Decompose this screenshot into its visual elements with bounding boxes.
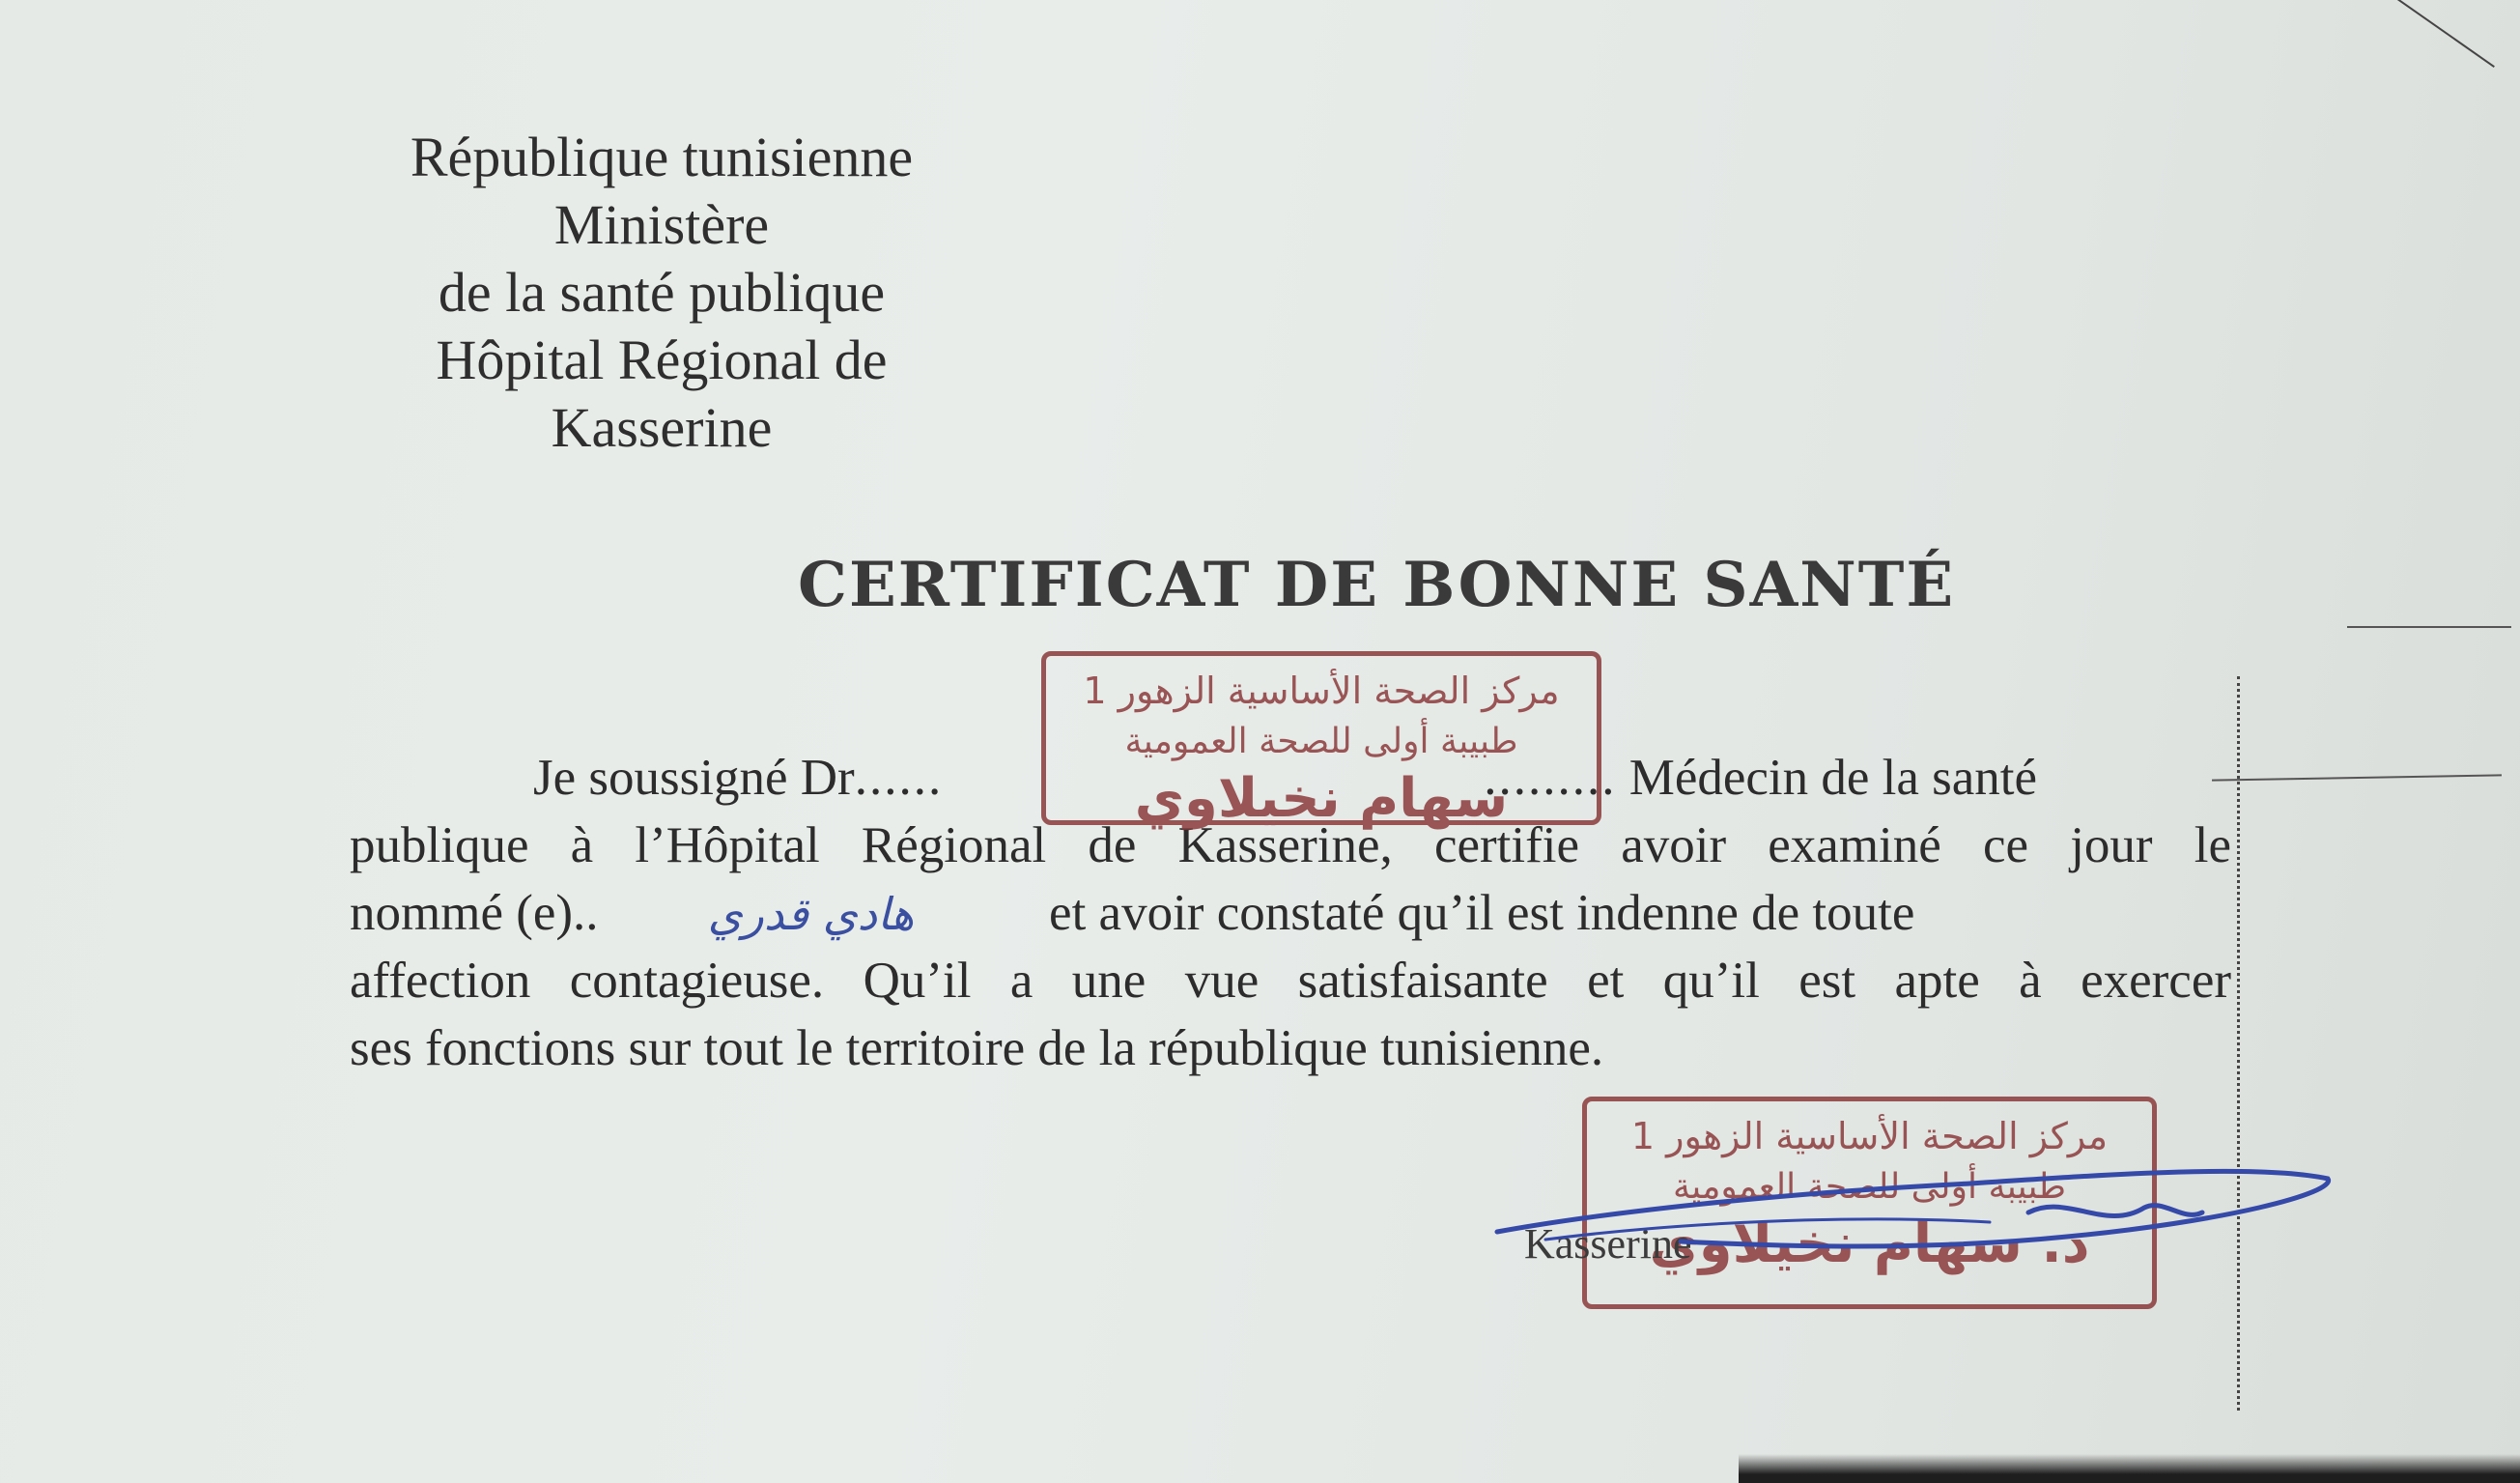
letterhead-line: Hôpital Régional de [436, 328, 888, 391]
letterhead-line: République tunisienne [410, 126, 914, 188]
body-text-segment: Médecin de la santé [1628, 750, 2038, 806]
margin-dotted-line [2237, 676, 2240, 1411]
fill-dots: ...... [854, 750, 944, 806]
handwritten-signature [1487, 1155, 2337, 1270]
body-text-segment: et avoir constaté qu’il est indenne de toute [1049, 885, 1915, 941]
document-title: CERTIFICAT DE BONNE SANTÉ [798, 549, 1956, 621]
edge-rule [2347, 626, 2511, 628]
signature-place: Kasserine [1524, 1220, 1692, 1268]
stamp-doctor-name: سهام نخيلاوي [1134, 767, 1509, 830]
stamp-line: مركز الصحة الأساسية الزهور 1 [1630, 1115, 2109, 1157]
stamp-doctor-name: د. سهام نخيلاوي [1649, 1212, 2090, 1275]
body-line-5: ses fonctions sur tout le territoire de la république tunisienne. [350, 1020, 1604, 1076]
stamp-line: طبيبة أولى للصحة العمومية [1124, 722, 1518, 761]
fill-dots: ......... [1484, 750, 1617, 806]
stamp-line: مركز الصحة الأساسية الزهور 1 [1083, 670, 1560, 712]
body-text-segment: nommé (e).. [350, 885, 599, 941]
letterhead-line: Kasserine [551, 396, 773, 459]
doctor-stamp-top [1041, 651, 1601, 830]
body-line-3 [350, 879, 2231, 947]
stamp-line: طبيبة أولى للصحة العمومية [1672, 1167, 2067, 1207]
letterhead [382, 124, 942, 462]
body-text-segment: Je soussigné Dr [533, 750, 855, 806]
letterhead-line: Ministère [553, 193, 770, 256]
body-line-4: affection contagieuse. Qu’il a une vue satisfaisante et qu’il est apte à exercer [350, 953, 2231, 1009]
body-line-2: publique à l’Hôpital Régional de Kasserine, certifie avoir examiné ce jour le [350, 817, 2231, 873]
letterhead-line: de la santé publique [438, 261, 886, 324]
photo-edge-shadow [1739, 1454, 2520, 1483]
handwritten-name: هادي قدري [599, 880, 1024, 947]
